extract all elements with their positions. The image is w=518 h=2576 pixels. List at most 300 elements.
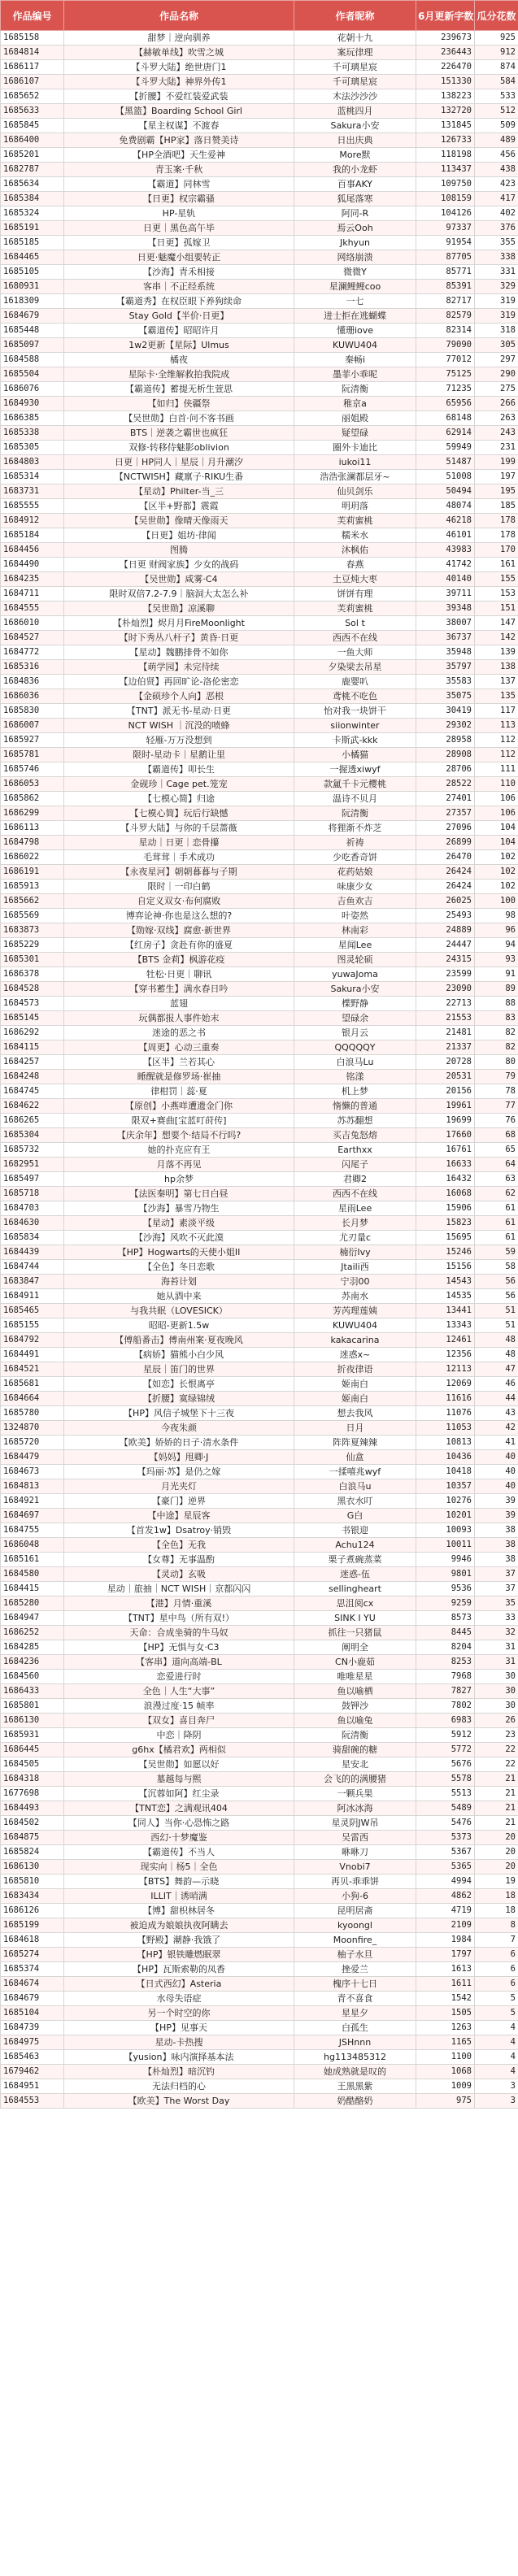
cell-work-id: 1683731 (1, 484, 64, 499)
cell-word-count: 5367 (416, 1845, 475, 1860)
table-row (1, 1318, 518, 1333)
cell-work-id: 1684814 (1, 46, 64, 60)
cell-work-title: 日更·魅魔小组要转正 (64, 250, 294, 265)
cell-word-count: 28706 (416, 762, 475, 777)
table-row (1, 792, 518, 806)
cell-word-count: 1984 (416, 1933, 475, 1948)
table-row (1, 631, 518, 645)
cell-word-count: 17660 (416, 1128, 475, 1143)
table-row (1, 455, 518, 470)
cell-flower-points: 22 (475, 1743, 518, 1757)
cell-work-id: 1685155 (1, 1318, 64, 1333)
table-row (1, 484, 518, 499)
cell-work-title: 【病娇】猫熊小白少风 (64, 1348, 294, 1362)
table-row (1, 192, 518, 206)
cell-word-count: 19961 (416, 1099, 475, 1114)
table-row (1, 1172, 518, 1187)
table-row (1, 894, 518, 909)
table-row (1, 1933, 518, 1948)
cell-author: 进士拒在逃蝴蝶 (294, 309, 416, 324)
cell-author: hg113485312 (294, 2050, 416, 2065)
cell-work-title: 青玉案·千秋 (64, 163, 294, 177)
cell-work-id: 1684580 (1, 1567, 64, 1582)
cell-work-title: 【女尊】无事温酌 (64, 1553, 294, 1567)
table-row (1, 1523, 518, 1538)
cell-word-count: 75125 (416, 367, 475, 382)
cell-word-count: 9259 (416, 1596, 475, 1611)
cell-word-count: 20156 (416, 1084, 475, 1099)
cell-word-count: 51008 (416, 470, 475, 484)
cell-word-count: 226470 (416, 60, 475, 75)
cell-word-count: 35948 (416, 645, 475, 660)
cell-work-id: 1684792 (1, 1333, 64, 1348)
cell-work-title: 【朴灿烈】烬月月FireMoonlight (64, 616, 294, 631)
cell-flower-points: 61 (475, 1201, 518, 1216)
cell-word-count: 1165 (416, 2035, 475, 2050)
cell-work-id: 1685463 (1, 2050, 64, 2065)
table-row (1, 543, 518, 558)
cell-flower-points: 161 (475, 558, 518, 572)
cell-author: 少吃香奇饼 (294, 850, 416, 865)
cell-author: 白浪马u (294, 1479, 416, 1494)
table-row (1, 1201, 518, 1216)
cell-word-count: 24889 (416, 923, 475, 938)
cell-flower-points: 23 (475, 1728, 518, 1743)
cell-word-count: 97337 (416, 221, 475, 236)
cell-work-id: 1685145 (1, 1011, 64, 1026)
table-row (1, 1479, 518, 1494)
cell-flower-points: 83 (475, 1011, 518, 1026)
table-row (1, 602, 518, 616)
cell-flower-points: 297 (475, 353, 518, 367)
cell-author: 思沮阅cx (294, 1596, 416, 1611)
cell-author: 祈祷 (294, 836, 416, 850)
cell-work-title: 浪漫过度·15 帧率 (64, 1699, 294, 1714)
cell-flower-points: 47 (475, 1362, 518, 1377)
cell-work-id: 1684573 (1, 997, 64, 1011)
cell-work-title: 【HP】无惧与女·C3 (64, 1640, 294, 1655)
cell-word-count: 77012 (416, 353, 475, 367)
cell-author: 迷惑-伍 (294, 1567, 416, 1582)
cell-work-title: 【灵动】玄吸 (64, 1567, 294, 1582)
cell-word-count: 22713 (416, 997, 475, 1011)
cell-flower-points: 106 (475, 806, 518, 821)
cell-flower-points: 509 (475, 119, 518, 133)
cell-work-title: 睡醒就是修罗场·崔抽 (64, 1070, 294, 1084)
cell-flower-points: 30 (475, 1684, 518, 1699)
cell-word-count: 10357 (416, 1479, 475, 1494)
cell-flower-points: 102 (475, 850, 518, 865)
cell-word-count: 39348 (416, 602, 475, 616)
cell-author: 小狗-6 (294, 1889, 416, 1904)
cell-author: 一颗兵果 (294, 1787, 416, 1801)
cell-author: 一握透xiwyf (294, 762, 416, 777)
table-row (1, 426, 518, 441)
cell-author: KUWU404 (294, 338, 416, 353)
cell-work-title: hp余梦 (64, 1172, 294, 1187)
cell-work-id: 1684930 (1, 397, 64, 411)
table-row (1, 1158, 518, 1172)
table-row (1, 2050, 518, 2065)
cell-flower-points: 42 (475, 1421, 518, 1436)
cell-flower-points: 178 (475, 514, 518, 528)
cell-word-count: 131845 (416, 119, 475, 133)
cell-word-count: 19699 (416, 1114, 475, 1128)
cell-work-id: 1684415 (1, 1582, 64, 1596)
table-row (1, 1743, 518, 1757)
table-row (1, 514, 518, 528)
cell-word-count: 28908 (416, 748, 475, 762)
cell-author: yuwaJoma (294, 967, 416, 982)
cell-flower-points: 58 (475, 1260, 518, 1275)
cell-flower-points: 318 (475, 324, 518, 338)
cell-flower-points: 355 (475, 236, 518, 250)
cell-work-id: 1685185 (1, 236, 64, 250)
cell-author: 鸢桃不吃色 (294, 689, 416, 704)
cell-work-title: 无法归档的心 (64, 2079, 294, 2094)
cell-author: kakacarina (294, 1333, 416, 1348)
cell-author: Jtaili西 (294, 1260, 416, 1275)
cell-word-count: 5676 (416, 1757, 475, 1772)
cell-work-id: 1686022 (1, 850, 64, 865)
cell-word-count: 16633 (416, 1158, 475, 1172)
cell-flower-points: 438 (475, 163, 518, 177)
cell-work-id: 1682951 (1, 1158, 64, 1172)
cell-work-title: 她的扑克应有王 (64, 1143, 294, 1158)
table-row (1, 982, 518, 997)
cell-work-title: 【周更】心动三重奏 (64, 1040, 294, 1055)
table-row (1, 1670, 518, 1684)
cell-author: Achu124 (294, 1538, 416, 1553)
cell-flower-points: 4 (475, 2035, 518, 2050)
cell-work-title: 现实向｜杨5｜全色 (64, 1860, 294, 1874)
cell-work-title: 日更｜黑色高午毕 (64, 221, 294, 236)
cell-word-count: 1068 (416, 2065, 475, 2079)
cell-work-title: 【豪门】逆界 (64, 1494, 294, 1509)
cell-flower-points: 30 (475, 1670, 518, 1684)
cell-work-title: 【TNT】派无书-星动·日更 (64, 704, 294, 719)
cell-author: 阮清衡 (294, 806, 416, 821)
cell-flower-points: 155 (475, 572, 518, 587)
cell-flower-points: 22 (475, 1757, 518, 1772)
cell-flower-points: 512 (475, 104, 518, 119)
cell-work-id: 1684711 (1, 587, 64, 602)
cell-work-id: 1684235 (1, 572, 64, 587)
cell-work-title: 【日式西幻】Asteria (64, 1977, 294, 1992)
cell-author: 蓝桃四月 (294, 104, 416, 119)
cell-author: 芙莉蜜桃 (294, 514, 416, 528)
cell-work-title: 限时双倍7.2-7.9｜脑洞大太怎么补 (64, 587, 294, 602)
cell-flower-points: 32 (475, 1626, 518, 1640)
cell-flower-points: 135 (475, 689, 518, 704)
header-flower-points: 瓜分花数 (475, 1, 518, 31)
table-row (1, 31, 518, 46)
cell-word-count: 13441 (416, 1304, 475, 1318)
cell-flower-points: 5 (475, 1992, 518, 2006)
cell-flower-points: 3 (475, 2094, 518, 2109)
cell-work-id: 1684465 (1, 250, 64, 265)
cell-flower-points: 338 (475, 250, 518, 265)
cell-flower-points: 93 (475, 953, 518, 967)
table-row (1, 2035, 518, 2050)
cell-flower-points: 112 (475, 748, 518, 762)
cell-flower-points: 21 (475, 1816, 518, 1831)
table-row (1, 1275, 518, 1289)
cell-flower-points: 38 (475, 1523, 518, 1538)
table-row (1, 294, 518, 309)
cell-flower-points: 402 (475, 206, 518, 221)
cell-work-id: 1685184 (1, 528, 64, 543)
table-row (1, 1128, 518, 1143)
cell-flower-points: 94 (475, 938, 518, 953)
cell-flower-points: 91 (475, 967, 518, 982)
cell-flower-points: 44 (475, 1392, 518, 1406)
cell-author: 挫爱兰 (294, 1962, 416, 1977)
cell-author: 姬南白 (294, 1392, 416, 1406)
cell-word-count: 11076 (416, 1406, 475, 1421)
cell-work-title: 恋爱进行时 (64, 1670, 294, 1684)
cell-work-title: BTS｜逆袭之霸世也疯狂 (64, 426, 294, 441)
cell-flower-points: 30 (475, 1699, 518, 1714)
table-row (1, 558, 518, 572)
cell-work-title: 【BTS 金莉】枫游花疫 (64, 953, 294, 967)
cell-word-count: 1542 (416, 1992, 475, 2006)
table-row (1, 1714, 518, 1728)
cell-work-id: 1686299 (1, 806, 64, 821)
cell-flower-points: 46 (475, 1377, 518, 1392)
table-row (1, 528, 518, 543)
cell-flower-points: 37 (475, 1582, 518, 1596)
cell-work-title: 免费剧霸【HP家】落日赞美诗 (64, 133, 294, 148)
cell-author: 将狸渐不炸芝 (294, 821, 416, 836)
cell-word-count: 23090 (416, 982, 475, 997)
cell-work-id: 1685913 (1, 880, 64, 894)
cell-work-title: 【首发1w】Dsatroy·销毁 (64, 1523, 294, 1538)
cell-word-count: 15906 (416, 1201, 475, 1216)
table-row (1, 1084, 518, 1099)
cell-work-id: 1685324 (1, 206, 64, 221)
cell-work-title: 【吴世勋】咸雾·C4 (64, 572, 294, 587)
cell-work-id: 1684912 (1, 514, 64, 528)
cell-author: 明玥落 (294, 499, 416, 514)
cell-work-id: 1684560 (1, 1670, 64, 1684)
cell-flower-points: 37 (475, 1567, 518, 1582)
cell-work-id: 1684630 (1, 1216, 64, 1231)
cell-flower-points: 147 (475, 616, 518, 631)
cell-flower-points: 912 (475, 46, 518, 60)
cell-author: 君卿2 (294, 1172, 416, 1187)
cell-author: 姬南白 (294, 1377, 416, 1392)
table-row (1, 1026, 518, 1040)
cell-work-id: 1685801 (1, 1699, 64, 1714)
table-row (1, 689, 518, 704)
cell-flower-points: 21 (475, 1772, 518, 1787)
cell-author: 楪野静 (294, 997, 416, 1011)
cell-word-count: 28958 (416, 733, 475, 748)
table-row (1, 2079, 518, 2094)
cell-work-title: 【斗罗大陆】与你的千层蔷薇 (64, 821, 294, 836)
cell-work-title: 【同人】当你·心恐怖之路 (64, 1816, 294, 1831)
cell-work-id: 1685274 (1, 1948, 64, 1962)
table-row (1, 1787, 518, 1801)
cell-work-title: 【星动】Philter-当_三 (64, 484, 294, 499)
cell-word-count: 4994 (416, 1874, 475, 1889)
cell-word-count: 5912 (416, 1728, 475, 1743)
table-row (1, 46, 518, 60)
table-row (1, 236, 518, 250)
table-row (1, 997, 518, 1011)
cell-author: 阮清衡 (294, 382, 416, 397)
cell-word-count: 11053 (416, 1421, 475, 1436)
cell-work-title: 【欧美】娇娇的日子·清水条件 (64, 1436, 294, 1450)
cell-word-count: 27401 (416, 792, 475, 806)
cell-author: 吉鱼欢吉 (294, 894, 416, 909)
cell-word-count: 10813 (416, 1436, 475, 1450)
cell-work-id: 1685304 (1, 1128, 64, 1143)
table-row (1, 1055, 518, 1070)
cell-work-id: 1684673 (1, 1465, 64, 1479)
table-row (1, 1626, 518, 1640)
cell-work-title: 【金硕珍个人向】恶根 (64, 689, 294, 704)
cell-author: 夕染梁去吊星 (294, 660, 416, 675)
cell-word-count: 8445 (416, 1626, 475, 1640)
cell-work-id: 1686433 (1, 1684, 64, 1699)
cell-author: 再贝-乖乖饼 (294, 1874, 416, 1889)
cell-author: sellingheart (294, 1582, 416, 1596)
table-row (1, 1904, 518, 1918)
table-row (1, 397, 518, 411)
cell-word-count: 26470 (416, 850, 475, 865)
cell-flower-points: 231 (475, 441, 518, 455)
cell-work-id: 1684439 (1, 1245, 64, 1260)
table-row (1, 1099, 518, 1114)
cell-author: 苏苏翻想 (294, 1114, 416, 1128)
cell-work-id: 1685097 (1, 338, 64, 353)
cell-flower-points: 8 (475, 1918, 518, 1933)
cell-work-title: 【TNT】星中鸟（所有双!） (64, 1611, 294, 1626)
table-row (1, 572, 518, 587)
cell-author: 星雨Lee (294, 1201, 416, 1216)
table-row (1, 938, 518, 953)
cell-work-id: 1685633 (1, 104, 64, 119)
cell-work-id: 1686445 (1, 1743, 64, 1757)
cell-author: 白孤生 (294, 2021, 416, 2035)
cell-work-id: 1686053 (1, 777, 64, 792)
cell-work-title: g6hx【橘君欢】两相似 (64, 1743, 294, 1757)
cell-work-title: 昭昭-更新1.5w (64, 1318, 294, 1333)
cell-work-id: 1686117 (1, 60, 64, 75)
table-row (1, 470, 518, 484)
cell-word-count: 10276 (416, 1494, 475, 1509)
cell-flower-points: 376 (475, 221, 518, 236)
cell-author: 闪尾子 (294, 1158, 416, 1172)
cell-word-count: 10011 (416, 1538, 475, 1553)
cell-author: 苏南水 (294, 1289, 416, 1304)
table-row (1, 1640, 518, 1655)
cell-work-title: 律柑罚｜蕊·夏 (64, 1084, 294, 1099)
cell-work-id: 1684745 (1, 1084, 64, 1099)
cell-word-count: 15823 (416, 1216, 475, 1231)
cell-work-title: 另一个时空的你 (64, 2006, 294, 2021)
cell-work-title: 【yusion】咏内演择基本法 (64, 2050, 294, 2065)
table-row (1, 1348, 518, 1362)
cell-word-count: 62914 (416, 426, 475, 441)
cell-work-title: 【庆余年】想要个·结局不行吗? (64, 1128, 294, 1143)
cell-work-id: 1685834 (1, 1231, 64, 1245)
table-row (1, 1421, 518, 1436)
cell-flower-points: 79 (475, 1070, 518, 1084)
cell-flower-points: 18 (475, 1904, 518, 1918)
cell-work-title: 她从酒中来 (64, 1289, 294, 1304)
cell-author: 鹿婴叭 (294, 675, 416, 689)
cell-author: 网络崩溃 (294, 250, 416, 265)
cell-flower-points: 533 (475, 89, 518, 104)
cell-author: 鱼以喻栖 (294, 1684, 416, 1699)
table-row (1, 1845, 518, 1860)
table-row (1, 265, 518, 280)
cell-flower-points: 38 (475, 1553, 518, 1567)
cell-work-title: 【日更】权宗霸骚 (64, 192, 294, 206)
cell-author: 卡斯武-kkk (294, 733, 416, 748)
cell-flower-points: 62 (475, 1187, 518, 1201)
cell-work-title: 【全色】无我 (64, 1538, 294, 1553)
cell-author: 栗子煮碗蒸菜 (294, 1553, 416, 1567)
cell-work-title: 【野殿】潮静·我饿了 (64, 1933, 294, 1948)
cell-work-title: 被迫成为娘娘执夜阿瞒去 (64, 1918, 294, 1933)
cell-work-title: 【霸道传】不当人 (64, 1845, 294, 1860)
cell-work-title: 【日更】姐坊·律闻 (64, 528, 294, 543)
cell-work-id: 1683873 (1, 923, 64, 938)
table-row (1, 280, 518, 294)
cell-flower-points: 20 (475, 1860, 518, 1874)
cell-work-id: 1685718 (1, 1187, 64, 1201)
cell-word-count: 10093 (416, 1523, 475, 1538)
cell-work-id: 1684911 (1, 1289, 64, 1304)
cell-work-title: 月落不再见 (64, 1158, 294, 1172)
cell-author: 图灵轮硕 (294, 953, 416, 967)
cell-flower-points: 142 (475, 631, 518, 645)
cell-word-count: 4719 (416, 1904, 475, 1918)
cell-word-count: 20728 (416, 1055, 475, 1070)
cell-word-count: 5476 (416, 1816, 475, 1831)
cell-author: 浩浩张澜都层牙~ (294, 470, 416, 484)
cell-word-count: 138223 (416, 89, 475, 104)
cell-word-count: 25493 (416, 909, 475, 923)
cell-work-title: 【赫敏单线】吹雪之城 (64, 46, 294, 60)
cell-work-title: 今夜朱颜 (64, 1421, 294, 1436)
cell-author: 土豆炖大枣 (294, 572, 416, 587)
cell-work-title: 日更｜HP同人｜星辰｜月升潮汐 (64, 455, 294, 470)
cell-author: 狐尾落寒 (294, 192, 416, 206)
cell-work-title: 限双+赛曲[宝蓝叮莳传] (64, 1114, 294, 1128)
table-row (1, 411, 518, 426)
cell-work-id: 1685199 (1, 1918, 64, 1933)
cell-work-id: 1684527 (1, 631, 64, 645)
cell-work-title: 【原创】小燕咩遭遗金门你 (64, 1099, 294, 1114)
table-row (1, 748, 518, 762)
cell-word-count: 9536 (416, 1582, 475, 1596)
cell-word-count: 79090 (416, 338, 475, 353)
cell-author: 仙盒 (294, 1450, 416, 1465)
table-row (1, 836, 518, 850)
table-row (1, 1040, 518, 1055)
cell-word-count: 10436 (416, 1450, 475, 1465)
cell-flower-points: 7 (475, 1933, 518, 1948)
cell-work-title: 金砚珍｜Cage pet.笼宠 (64, 777, 294, 792)
cell-work-id: 1686048 (1, 1538, 64, 1553)
cell-author: iukoi11 (294, 455, 416, 470)
cell-work-title: Stay Gold【半价·日更】 (64, 309, 294, 324)
